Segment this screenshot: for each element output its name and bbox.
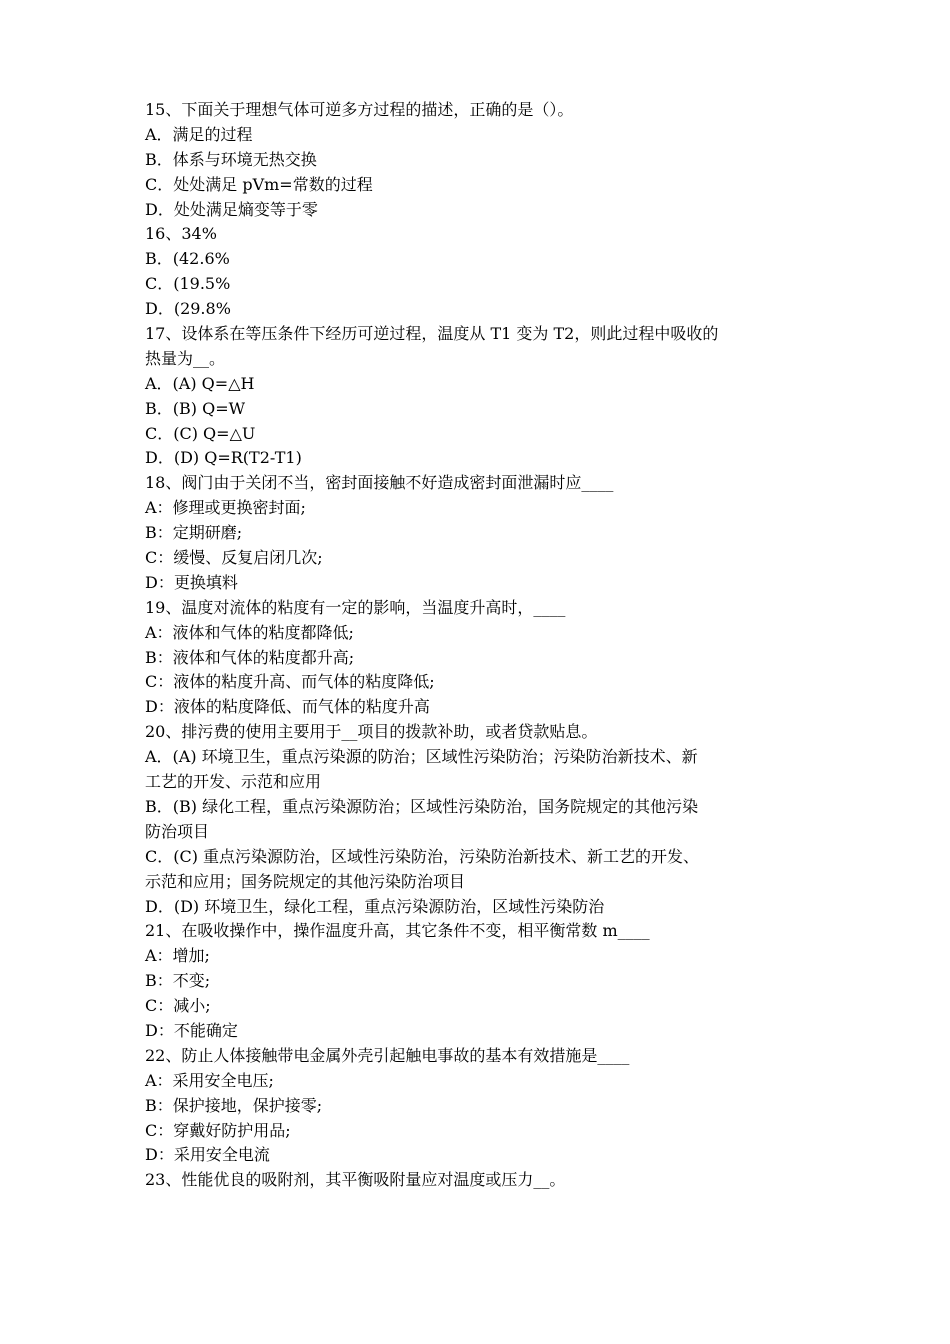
text-line: D．(29.8% [145, 299, 231, 319]
text-line: 15、下面关于理想气体可逆多方过程的描述，正确的是（）。 [145, 100, 574, 119]
text-line: 21、在吸收操作中，操作温度升高，其它条件不变，相平衡常数 m____ [145, 921, 650, 941]
text-line: A：采用安全电压; [145, 1070, 274, 1090]
text-line: B：保护接地，保护接零; [145, 1095, 323, 1115]
text-line: C：液体的粘度升高、而气体的粘度降低; [145, 672, 435, 692]
text-line: 22、防止人体接触带电金属外壳引起触电事故的基本有效措施是____ [145, 1045, 630, 1065]
text-line: 23、性能优良的吸附剂，其平衡吸附量应对温度或压力__。 [145, 1170, 566, 1190]
text-line: B．(B) Q=W [145, 398, 246, 418]
text-line: A．(A) Q=△H [145, 373, 255, 393]
text-line: C．处处满足 pVm=常数的过程 [145, 174, 373, 194]
text-line: 工艺的开发、示范和应用 [145, 772, 322, 792]
text-line: D：液体的粘度降低、而气体的粘度升高 [145, 697, 430, 717]
text-line: D：不能确定 [145, 1020, 238, 1040]
text-line: C．(C) Q=△U [145, 423, 256, 443]
text-line: 热量为__。 [145, 348, 226, 368]
text-line: A：增加; [145, 946, 210, 966]
text-line: C．(C) 重点污染源防治，区域性污染防治，污染防治新技术、新工艺的开发、 [145, 846, 700, 866]
text-line: A．满足的过程 [145, 124, 253, 144]
text-line: 16、34% [145, 224, 217, 244]
text-line: 18、阀门由于关闭不当，密封面接触不好造成密封面泄漏时应____ [145, 473, 614, 493]
text-line: B：液体和气体的粘度都升高; [145, 647, 355, 667]
text-line: 17、设体系在等压条件下经历可逆过程，温度从 T1 变为 T2，则此过程中吸收的 [145, 324, 719, 344]
text-line: 示范和应用；国务院规定的其他污染防治项目 [145, 871, 466, 891]
text-line: 20、排污费的使用主要用于__项目的拨款补助，或者贷款贴息。 [145, 722, 598, 742]
text-line: 19、温度对流体的粘度有一定的影响，当温度升高时，____ [145, 597, 566, 617]
text-line: B：不变; [145, 971, 211, 991]
text-line: B：定期研磨; [145, 523, 243, 543]
text-line: D．处处满足熵变等于零 [145, 199, 318, 219]
text-line: D．(D) Q=R(T2-T1) [145, 448, 302, 468]
text-line: A：修理或更换密封面; [145, 498, 306, 518]
text-line: D：更换填料 [145, 572, 238, 592]
text-line: 防治项目 [145, 821, 210, 841]
text-line: D．(D) 环境卫生，绿化工程，重点污染源防治，区域性污染防治 [145, 896, 605, 916]
text-line: A．(A) 环境卫生，重点污染源的防治；区域性污染防治；污染防治新技术、新 [145, 747, 698, 767]
text-line: B．(B) 绿化工程，重点污染源防治；区域性污染防治，国务院规定的其他污染 [145, 796, 699, 816]
text-line: A：液体和气体的粘度都降低; [145, 622, 354, 642]
text-line: C：减小; [145, 996, 211, 1016]
text-line: D：采用安全电流 [145, 1145, 270, 1165]
text-line: C：穿戴好防护用品; [145, 1120, 291, 1140]
text-line: B．(42.6% [145, 249, 230, 269]
question-text-block [145, 98, 820, 1193]
text-line: B．体系与环境无热交换 [145, 149, 317, 169]
text-line: C：缓慢、反复启闭几次; [145, 548, 323, 568]
text-line: C．(19.5% [145, 274, 231, 294]
